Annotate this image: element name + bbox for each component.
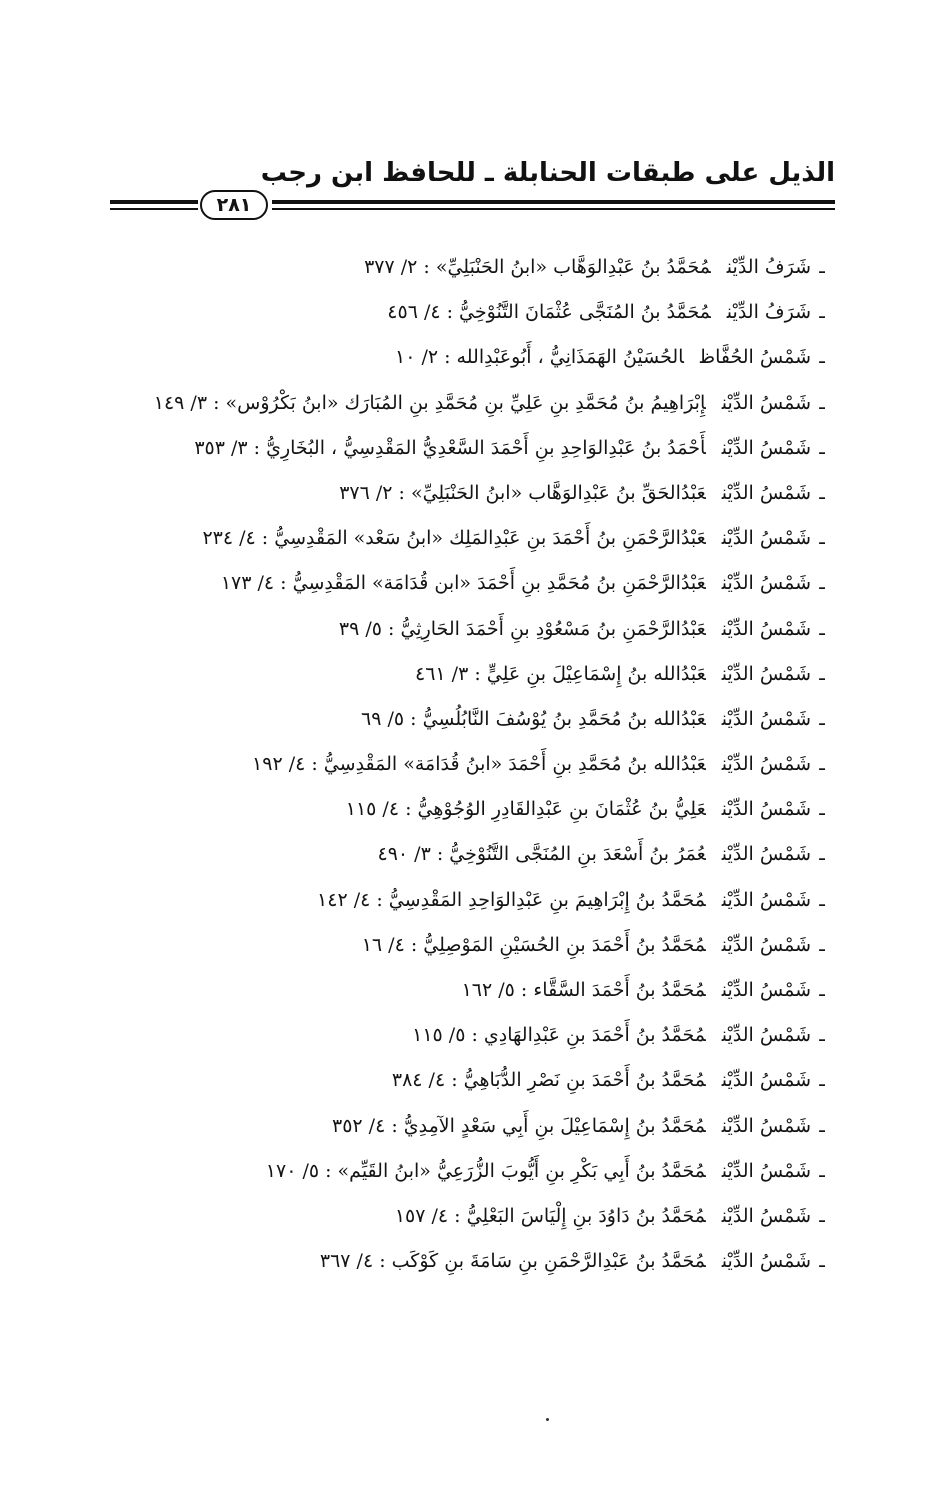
entry-laqab: شَمْسُ الدِّيْن bbox=[721, 481, 811, 504]
header-rule-left bbox=[110, 200, 198, 204]
entry-dash: ـ bbox=[819, 1069, 825, 1092]
entry-name-reference: مُحَمَّدُ بنُ عَبْدِالرَّحْمَنِ بنِ سَامَةَ بنِ كَوْكَب : ٤/ ٣٦٧ bbox=[319, 1250, 706, 1273]
entry-dash: ـ bbox=[819, 256, 825, 278]
index-entry bbox=[113, 1013, 833, 1058]
entry-laqab: شَمْسُ الدِّيْن bbox=[721, 436, 811, 459]
entry-laqab: شَمْسُ الدِّيْن bbox=[721, 1114, 811, 1137]
index-entry bbox=[113, 607, 833, 652]
entry-laqab: شَمْسُ الدِّيْن bbox=[721, 933, 811, 956]
entry-dash: ـ bbox=[819, 1114, 825, 1137]
entry-dash: ـ bbox=[819, 662, 825, 685]
entry-dash: ـ bbox=[819, 888, 825, 911]
index-entry bbox=[113, 697, 833, 742]
entry-name-reference: عَبْدُالرَّحْمَنِ بنُ أَحْمَدَ بنِ عَبْدِالمَلِك «ابنُ سَعْد» المَقْدِسِيُّ : ٤/ ٢٣٤ bbox=[202, 527, 706, 550]
entry-laqab: شَمْسُ الدِّيْن bbox=[721, 572, 811, 595]
entry-name-reference: عَبْدُالله بنُ مُحَمَّدِ بنُ يُوْسُفَ النَّابُلُسِيُّ : ٥/ ٦٩ bbox=[361, 707, 706, 730]
entry-dash: ـ bbox=[819, 933, 825, 956]
entry-laqab: شَمْسُ الدِّيْن bbox=[721, 1204, 811, 1227]
entry-dash: ـ bbox=[819, 1159, 825, 1182]
index-entry bbox=[113, 742, 833, 787]
page-header bbox=[110, 150, 835, 225]
entry-name-reference: عَبْدُالرَّحْمَنِ بنُ مَسْعُوْدِ بنِ أَحْمَدَ الحَارِثِيُّ : ٥/ ٣٩ bbox=[338, 617, 706, 640]
entry-laqab: شَمْسُ الدِّيْن bbox=[721, 1250, 811, 1273]
entry-name-reference: مُحَمَّدُ بنُ أَبِي بَكْرِ بنِ أَيُّوبَ الزُّرَعِيُّ «ابنُ القَيِّم» : ٥/ ١٧٠ bbox=[265, 1159, 706, 1182]
index-list bbox=[113, 245, 833, 1284]
entry-name-reference: مُحَمَّدُ بنُ إِبْرَاهِيمَ بنِ عَبْدِالوَاحِدِ المَقْدِسِيُّ : ٤/ ١٤٢ bbox=[317, 888, 706, 911]
header-rule-left-thin bbox=[110, 208, 198, 210]
entry-name-reference: مُحَمَّدُ بنُ أَحْمَدَ بنِ عَبْدِالهَادِي : ٥/ ١١٥ bbox=[412, 1024, 706, 1047]
entry-dash: ـ bbox=[819, 707, 825, 730]
entry-name-reference: عَلِيُّ بنُ عُثْمَانَ بنِ عَبْدِالقَادِرِ الوُجُوْهِيُّ : ٤/ ١١٥ bbox=[345, 798, 706, 821]
entry-name-reference: مُحَمَّدُ بنُ إِسْمَاعِيْلَ بنِ أَبِي سَعْدٍ الآمِدِيُّ : ٤/ ٣٥٢ bbox=[332, 1114, 706, 1137]
index-entry bbox=[113, 1149, 833, 1194]
entry-laqab: شَمْسُ الحُفَّاظ bbox=[699, 346, 811, 369]
index-entry bbox=[113, 561, 833, 606]
index-entry bbox=[113, 878, 833, 923]
entry-laqab: شَمْسُ الدِّيْن bbox=[721, 888, 811, 911]
index-entry bbox=[113, 426, 833, 471]
entry-dash: ـ bbox=[819, 617, 825, 640]
index-entry bbox=[113, 968, 833, 1013]
index-entry bbox=[113, 516, 833, 561]
entry-name-reference: مُحَمَّدُ بنُ أَحْمَدَ بنِ الحُسَيْنِ المَوْصِلِيُّ : ٤/ ١٦ bbox=[361, 933, 706, 956]
entry-name-reference: مُحَمَّدُ بنُ أَحْمَدَ السَّقَّاء : ٥/ ١٦٢ bbox=[461, 979, 706, 1001]
entry-dash: ـ bbox=[819, 798, 825, 821]
entry-name-reference: عَبْدُالله بنُ إِسْمَاعِيْلَ بنِ عَلِيٍّ : ٣/ ٤٦١ bbox=[415, 662, 706, 685]
entry-dash: ـ bbox=[819, 572, 825, 595]
index-entry bbox=[113, 290, 833, 335]
entry-name-reference: مُحَمَّدُ بنُ دَاوُدَ بنِ إِلْيَاسَ البَعْلِيُّ : ٤/ ١٥٧ bbox=[394, 1204, 706, 1227]
index-entry bbox=[113, 245, 833, 290]
entry-laqab: شَمْسُ الدِّيْن bbox=[721, 617, 811, 640]
entry-laqab: شَمْسُ الدِّيْن bbox=[721, 1159, 811, 1182]
index-entry bbox=[113, 381, 833, 426]
entry-dash: ـ bbox=[819, 1204, 825, 1227]
entry-dash: ـ bbox=[819, 527, 825, 550]
header-rule bbox=[272, 200, 835, 204]
header-rule-thin bbox=[272, 208, 835, 210]
entry-name-reference: الحُسَيْنُ الهَمَذَانِيُّ ، أَبُوعَبْدِالله : ٢/ ١٠ bbox=[394, 346, 684, 369]
page-number-badge: ٢٨١ bbox=[200, 190, 268, 220]
index-entry bbox=[113, 923, 833, 968]
index-entry bbox=[113, 1194, 833, 1239]
entry-laqab: شَمْسُ الدِّيْن bbox=[721, 527, 811, 550]
entry-laqab: شَرَفُ الدِّيْن bbox=[726, 301, 811, 324]
index-entry bbox=[113, 335, 833, 380]
entry-laqab: شَمْسُ الدِّيْن bbox=[721, 979, 811, 1001]
entry-name-reference: أَحْمَدُ بنُ عَبْدِالوَاحِدِ بنِ أَحْمَدَ السَّعْدِيُّ المَقْدِسِيُّ ، البُخَارِيُّ : ٣/ ٣٥٣ bbox=[194, 436, 706, 459]
index-entry bbox=[113, 1239, 833, 1284]
entry-dash: ـ bbox=[819, 346, 825, 369]
entry-laqab: شَمْسُ الدِّيْن bbox=[721, 391, 811, 414]
entry-laqab: شَمْسُ الدِّيْن bbox=[721, 798, 811, 821]
index-entry bbox=[113, 787, 833, 832]
entry-laqab: شَمْسُ الدِّيْن bbox=[721, 707, 811, 730]
entry-name-reference: عَبْدُالله بنُ مُحَمَّدِ بنِ أَحْمَدَ «ابنُ قُدَامَة» المَقْدِسِيُّ : ٤/ ١٩٢ bbox=[252, 753, 706, 776]
entry-name-reference: مُحَمَّدُ بنُ المُنَجَّى عُثْمَانَ التَّنُوْخِيُّ : ٤/ ٤٥٦ bbox=[387, 301, 711, 324]
entry-name-reference: مُحَمَّدُ بنُ أَحْمَدَ بنِ نَصْرِ الدُّبَاهِيُّ : ٤/ ٣٨٤ bbox=[391, 1069, 706, 1092]
entry-laqab: شَمْسُ الدِّيْن bbox=[721, 753, 811, 776]
entry-dash: ـ bbox=[819, 1250, 825, 1273]
entry-name-reference: إِبْرَاهِيمُ بنُ مُحَمَّدِ بنِ عَلِيِّ بنِ مُحَمَّدِ بنِ المُبَارَك «ابنُ بَكْرُوْس» : ٣/ ١٤٩ bbox=[153, 391, 706, 414]
index-entry bbox=[113, 471, 833, 516]
entry-laqab: شَمْسُ الدِّيْن bbox=[721, 843, 811, 866]
entry-dash: ـ bbox=[819, 1024, 825, 1047]
entry-dash: ـ bbox=[819, 391, 825, 414]
print-speck bbox=[546, 1418, 549, 1421]
running-title: الذيل على طبقات الحنابلة ـ للحافظ ابن رجب bbox=[260, 158, 835, 188]
entry-name-reference: عَبْدُالحَقِّ بنُ عَبْدِالوَهَّاب «ابنُ الحَنْبَلِيِّ» : ٢/ ٣٧٦ bbox=[339, 481, 706, 504]
index-entry bbox=[113, 652, 833, 697]
entry-laqab: شَمْسُ الدِّيْن bbox=[721, 1024, 811, 1047]
entry-name-reference: عَبْدُالرَّحْمَنِ بنُ مُحَمَّدِ بنِ أَحْمَدَ «ابن قُدَامَة» المَقْدِسِيُّ : ٤/ ١٧٣ bbox=[220, 572, 706, 595]
index-entry bbox=[113, 832, 833, 877]
entry-dash: ـ bbox=[819, 481, 825, 504]
entry-laqab: شَمْسُ الدِّيْن bbox=[721, 1069, 811, 1092]
entry-laqab: شَمْسُ الدِّيْن bbox=[721, 662, 811, 685]
entry-dash: ـ bbox=[819, 979, 825, 1001]
index-entry bbox=[113, 1104, 833, 1149]
entry-name-reference: مُحَمَّدُ بنُ عَبْدِالوَهَّاب «ابنُ الحَنْبَلِيِّ» : ٢/ ٣٧٧ bbox=[364, 256, 711, 278]
entry-dash: ـ bbox=[819, 301, 825, 324]
entry-laqab: شَرَفُ الدِّيْن bbox=[726, 256, 811, 278]
entry-name-reference: عُمَرُ بنُ أَسْعَدَ بنِ المُنَجَّى التَّنُوْخِيُّ : ٣/ ٤٩٠ bbox=[377, 843, 706, 866]
entry-dash: ـ bbox=[819, 436, 825, 459]
index-entry bbox=[113, 1058, 833, 1103]
entry-dash: ـ bbox=[819, 753, 825, 776]
entry-dash: ـ bbox=[819, 843, 825, 866]
